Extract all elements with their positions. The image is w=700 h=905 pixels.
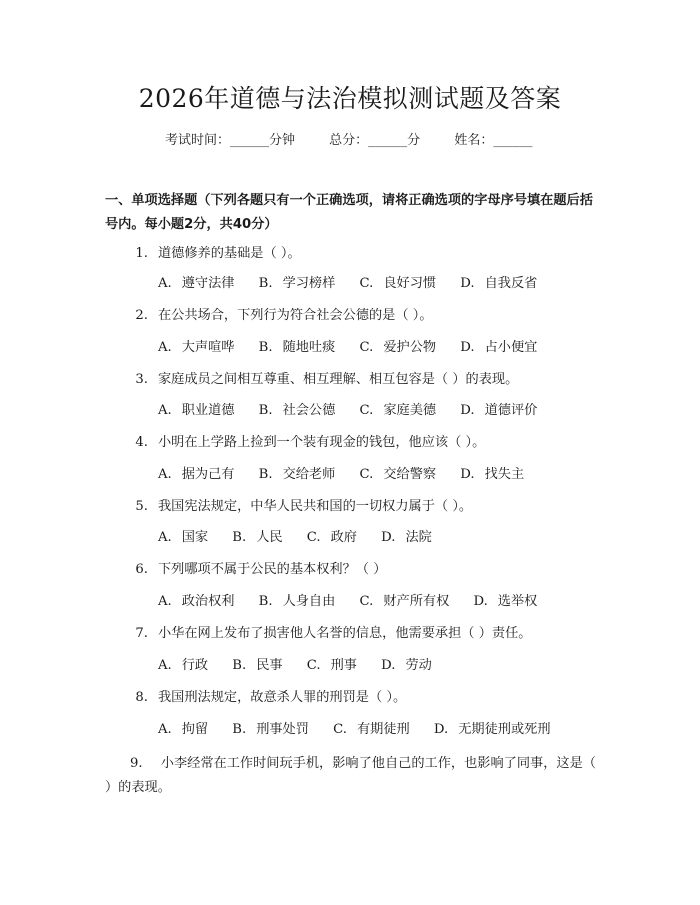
option xyxy=(158,720,208,740)
question-text: 小华在网上发布了损害他人名誉的信息，他需要承担（ ）责任。 xyxy=(158,626,532,641)
question-number: 4. xyxy=(135,435,148,450)
option xyxy=(307,656,357,676)
option xyxy=(360,465,437,485)
option xyxy=(381,528,432,548)
option-letter: D. xyxy=(460,276,475,291)
option-text: 法院 xyxy=(405,530,432,545)
option xyxy=(259,338,336,358)
question-options xyxy=(158,465,544,485)
option-letter: A. xyxy=(158,276,172,291)
option-letter: A. xyxy=(158,530,172,545)
option-letter: A. xyxy=(158,403,172,418)
question-number: 6. xyxy=(135,562,148,577)
option xyxy=(381,656,432,676)
option xyxy=(158,528,208,548)
question-options xyxy=(158,338,557,358)
option-text: 遵守法律 xyxy=(181,276,235,291)
option xyxy=(158,401,234,421)
question-number: 2. xyxy=(135,308,148,323)
option-text: 刑事处罚 xyxy=(256,722,309,737)
option-text: 社会公德 xyxy=(282,403,336,418)
option xyxy=(259,592,336,612)
option-text: 选举权 xyxy=(497,594,538,609)
option xyxy=(259,274,336,294)
option-text: 有期徒刑 xyxy=(356,722,410,737)
option xyxy=(360,274,437,294)
option-letter: C. xyxy=(333,722,347,737)
question-text: 我国宪法规定，中华人民共和国的一切权力属于（ ）。 xyxy=(158,499,473,514)
option-text: 劳动 xyxy=(405,658,432,673)
question-text: 小明在上学路上捡到一个装有现金的钱包，他应该（ ）。 xyxy=(158,435,486,450)
question-number: 7. xyxy=(135,626,148,641)
option-letter: B. xyxy=(232,722,247,737)
option xyxy=(473,592,537,612)
option-letter: B. xyxy=(258,467,273,482)
option-letter: B. xyxy=(258,594,273,609)
option-text: 交给警察 xyxy=(383,467,437,482)
option xyxy=(232,528,282,548)
option-letter: C. xyxy=(359,340,374,355)
question xyxy=(135,624,532,644)
option xyxy=(259,401,336,421)
option-text: 学习榜样 xyxy=(282,276,336,291)
option-letter: A. xyxy=(158,594,172,609)
option xyxy=(232,720,309,740)
option xyxy=(460,274,537,294)
question xyxy=(135,306,433,326)
option-text: 行政 xyxy=(181,658,209,673)
option-text: 找失主 xyxy=(484,467,525,482)
option-letter: A. xyxy=(158,467,172,482)
question-text: 家庭成员之间相互尊重、相互理解、相互包容是（ ）的表现。 xyxy=(158,372,519,387)
option xyxy=(360,338,437,358)
option-letter: A. xyxy=(158,658,172,673)
option-letter: D. xyxy=(460,467,475,482)
total-score-field: 总分：______分 xyxy=(329,133,421,148)
question xyxy=(135,244,301,264)
option xyxy=(360,401,437,421)
option xyxy=(360,592,450,612)
option xyxy=(232,656,282,676)
exam-time-field: 考试时间：______分钟 xyxy=(165,133,296,148)
question-text: 下列哪项不属于公民的基本权利？（ ） xyxy=(158,562,387,577)
question-text: 我国刑法规定，故意杀人罪的刑罚是（ ）。 xyxy=(158,690,407,705)
question-options xyxy=(158,656,452,676)
option-letter: D. xyxy=(433,722,449,737)
option-letter: D. xyxy=(460,403,475,418)
option-letter: B. xyxy=(258,340,273,355)
option-text: 拘留 xyxy=(181,722,209,737)
option-letter: C. xyxy=(359,467,374,482)
question xyxy=(135,433,486,453)
option-letter: C. xyxy=(306,658,321,673)
option-letter: A. xyxy=(158,722,172,737)
option xyxy=(460,465,524,485)
option xyxy=(158,338,234,358)
option-text: 大声喧哗 xyxy=(181,340,235,355)
option-letter: D. xyxy=(381,530,396,545)
question-options xyxy=(158,274,557,294)
question xyxy=(135,688,407,708)
option-text: 国家 xyxy=(181,530,209,545)
option-text: 民事 xyxy=(256,658,283,673)
option-text: 据为己有 xyxy=(181,467,235,482)
option-text: 爱护公物 xyxy=(383,340,437,355)
option-text: 政治权利 xyxy=(181,594,235,609)
option xyxy=(158,465,234,485)
option-text: 占小便宜 xyxy=(484,340,538,355)
option-letter: D. xyxy=(460,340,475,355)
option-letter: B. xyxy=(232,530,247,545)
page-title: 2026年道德与法治模拟测试题及答案 xyxy=(138,84,562,113)
question-options xyxy=(158,401,557,421)
option-text: 随地吐痰 xyxy=(282,340,336,355)
question-number: 3. xyxy=(135,372,148,387)
question-options xyxy=(158,528,452,548)
exam-meta xyxy=(165,131,532,151)
option xyxy=(460,338,537,358)
section-heading: 一、单项选择题（下列各题只有一个正确选项，请将正确选项的字母序号填在题后括号内。每小题2分，共40分） xyxy=(105,193,593,232)
option-text: 财产所有权 xyxy=(383,594,450,609)
option xyxy=(158,592,234,612)
option-text: 家庭美德 xyxy=(383,403,437,418)
option xyxy=(460,401,537,421)
question xyxy=(135,497,473,517)
question-text: 道德修养的基础是（ ）。 xyxy=(158,246,301,261)
option-text: 道德评价 xyxy=(484,403,538,418)
option-text: 无期徒刑或死刑 xyxy=(458,722,551,737)
option-letter: D. xyxy=(381,658,396,673)
question-options xyxy=(158,592,557,612)
option xyxy=(434,720,551,740)
option-letter: B. xyxy=(258,403,273,418)
option-letter: C. xyxy=(359,403,374,418)
option xyxy=(158,656,208,676)
option-text: 交给老师 xyxy=(282,467,336,482)
option-text: 人民 xyxy=(256,530,283,545)
question-number: 8. xyxy=(135,690,148,705)
option-letter: A. xyxy=(158,340,172,355)
option xyxy=(259,465,336,485)
option-letter: B. xyxy=(232,658,247,673)
option-text: 自我反省 xyxy=(484,276,538,291)
option-letter: C. xyxy=(359,276,374,291)
option-letter: C. xyxy=(359,594,374,609)
option-letter: D. xyxy=(473,594,488,609)
question-text: 小李经常在工作时间玩手机，影响了他自己的工作，也影响了同事，这是（ ）的表现。 xyxy=(105,756,596,795)
question-number: 9. xyxy=(130,756,143,771)
question-number: 1. xyxy=(135,246,148,261)
question-options xyxy=(158,720,571,740)
option xyxy=(158,274,234,294)
question-text: 在公共场合，下列行为符合社会公德的是（ ）。 xyxy=(158,308,433,323)
question xyxy=(135,560,387,580)
question xyxy=(135,370,519,390)
option-letter: B. xyxy=(258,276,273,291)
option-text: 政府 xyxy=(330,530,357,545)
student-name-field: 姓名：______ xyxy=(454,133,533,148)
option-text: 职业道德 xyxy=(181,403,235,418)
question-number: 5. xyxy=(135,499,148,514)
option xyxy=(307,528,357,548)
question-9 xyxy=(105,752,600,800)
option-text: 良好习惯 xyxy=(383,276,437,291)
option-text: 刑事 xyxy=(330,658,357,673)
option-text: 人身自由 xyxy=(282,594,336,609)
option xyxy=(333,720,410,740)
option-letter: C. xyxy=(306,530,321,545)
